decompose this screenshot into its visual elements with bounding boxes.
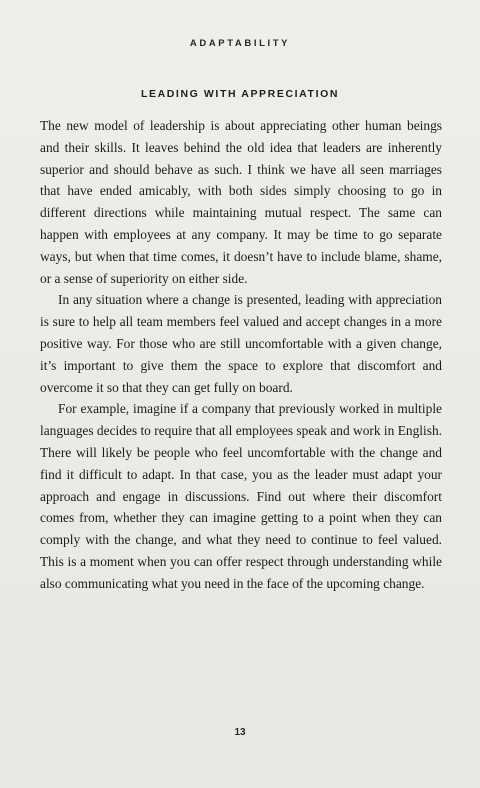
- body-text: [40, 115, 442, 595]
- paragraph-2: In any situation where a change is presented, leading with appreciation is sure to help all team members feel valued and accept changes in a more positive way. For those who are still uncomfortable with a given change, it’s important to give them the space to explore that discomfort and overcome it so that they can get fully on board.: [40, 292, 442, 395]
- running-head: ADAPTABILITY: [189, 38, 291, 49]
- paragraph-1: The new model of leadership is about appreciating other human beings and their skills. It leaves behind the old idea that leaders are inherently superior and should behave as such. I think we have all seen marriages that have ended amicably, with both sides simply choosing to go in different directions while maintaining mutual respect. The same can happen with employees at any company. It may be time to go separate ways, but when that time comes, it doesn’t have to include blame, shame, or a sense of superiority on either side.: [40, 118, 442, 286]
- paragraph-3: For example, imagine if a company that previously worked in multiple languages decides to require that all employees speak and work in English. There will likely be people who feel uncomfortable with the change and find it difficult to adapt. In that case, you as the leader must adapt your approach and engage in discussions. Find out where their discomfort comes from, whether they can imagine getting to a point when they can comply with the change, and what they need to continue to feel valued. This is a moment when you can offer respect through understanding while also communicating what you need in the face of the upcoming change.: [40, 401, 442, 591]
- section-title: LEADING WITH APPRECIATION: [140, 88, 340, 100]
- page-number: 13: [234, 727, 246, 738]
